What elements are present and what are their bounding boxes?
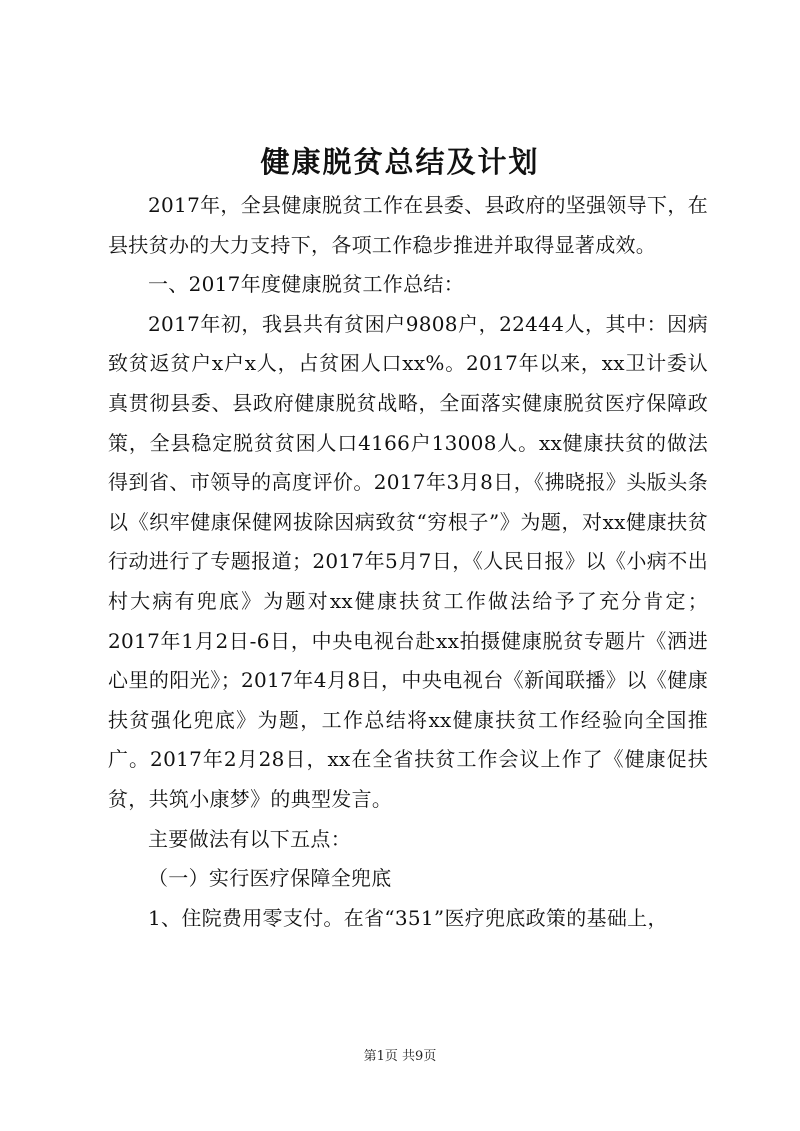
document-title: 健康脱贫总结及计划 <box>260 145 540 179</box>
page-footer: 第1页 共9页 <box>363 1049 437 1064</box>
paragraph-intro: 2017年，全县健康脱贫工作在县委、县政府的坚强领导下，在县扶贫办的大力支持下，各项工作稳步推进并取得显著成效。 <box>108 193 708 257</box>
paragraph-achievements: 2017年初，我县共有贫困户9808户，22444人，其中：因病致贫返贫户x户x人，占贫困人口xx%。2017年以来，xx卫计委认真贯彻县委、县政府健康脱贫战略，全面落实健康脱贫医疗保障政策，全县稳定脱贫贫困人口4166户13008人。xx健康扶贫的做法得到省、市领导的高度评价。2017年3月8日，《拂晓报》头版头条以《织牢健康保健网拔除因病致贫“穷根子”》为题，对xx健康扶贫行动进行了专题报道；2017年5月7日，《人民日报》以《小病不出村大病有兜底》为题对xx健康扶贫工作做法给予了充分肯定；2017年1月2日-6日，中央电视台赴xx拍摄健康脱贫专题片《洒进心里的阳光》；2017年4月8日，中央电视台《新闻联播》以《健康扶贫强化兜底》为题，工作总结将xx健康扶贫工作经验向全国推广。2017年2月28日，xx在全省扶贫工作会议上作了《健康促扶贫，共筑小康梦》的典型发言。 <box>108 311 708 811</box>
section-heading-summary: 一、2017年度健康脱贫工作总结： <box>148 272 464 297</box>
document-body <box>108 186 708 938</box>
paragraph-hospital-fees: 1、住院费用零支付。在省“351”医疗兜底政策的基础上， <box>148 905 668 930</box>
paragraph-main-methods: 主要做法有以下五点： <box>148 826 351 851</box>
subheading-medical-guarantee: （一）实行医疗保障全兜底 <box>148 866 392 891</box>
